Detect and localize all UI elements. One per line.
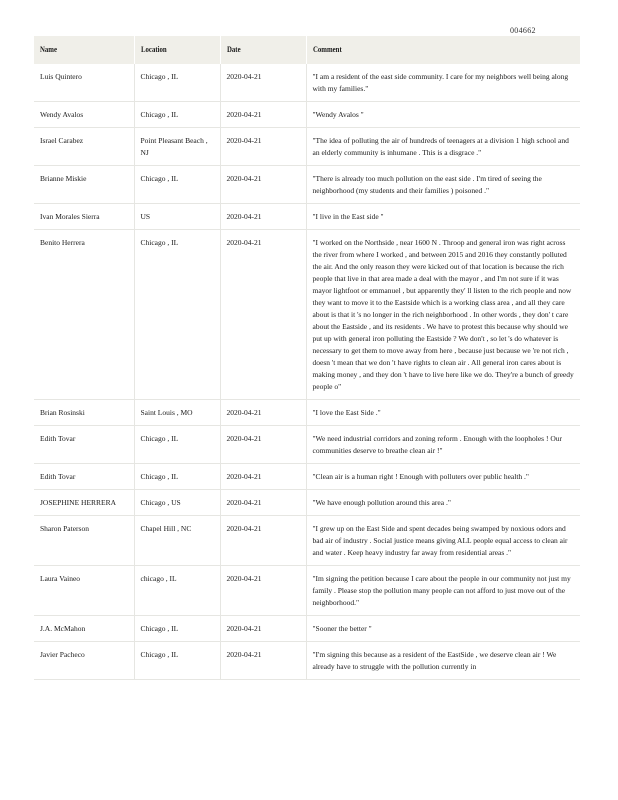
cell-date: 2020-04-21 bbox=[220, 166, 306, 204]
cell-comment: "Wendy Avalos " bbox=[306, 102, 580, 128]
table-row bbox=[34, 230, 580, 400]
cell-location: Saint Louis , MO bbox=[134, 400, 220, 426]
cell-name: JOSEPHINE HERRERA bbox=[34, 490, 134, 516]
cell-date: 2020-04-21 bbox=[220, 516, 306, 566]
cell-comment: "There is already too much pollution on the east side . I'm tired of seeing the neighborhood (my students and their families ) poisoned ." bbox=[306, 166, 580, 204]
cell-comment: "We have enough pollution around this area ." bbox=[306, 490, 580, 516]
header-row bbox=[34, 36, 580, 64]
table-row bbox=[34, 204, 580, 230]
header-comment: Comment bbox=[306, 36, 580, 64]
table-row bbox=[34, 516, 580, 566]
cell-name: Luis Quintero bbox=[34, 64, 134, 102]
page-number: 004662 bbox=[510, 26, 536, 35]
cell-name: Israel Carabez bbox=[34, 128, 134, 166]
cell-comment: "I am a resident of the east side community. I care for my neighbors well being along with my families." bbox=[306, 64, 580, 102]
cell-comment: "The idea of polluting the air of hundreds of teenagers at a division 1 high school and an elderly community is inhumane . This is a disgrace ." bbox=[306, 128, 580, 166]
table-row bbox=[34, 128, 580, 166]
cell-date: 2020-04-21 bbox=[220, 102, 306, 128]
cell-name: Ivan Morales Sierra bbox=[34, 204, 134, 230]
cell-comment: "I worked on the Northside , near 1600 N . Throop and general iron was right across the river from where I worked , and between 2015 and 2016 they constantly polluted the air. And the only reason they were kicked out of that location is because the rich people that live in that area made a deal with the mayor , and I'm not sure if it was mayor lightfoot or emmanuel , but apparently they' ll listen to the rich people and now they want to move it to the Eastside which is a working class area , and all they care about is that it 's no longer in the rich neighborhood . In other words , they don' t care about the Eastside , and its residents . We have to protest this because why should we put up with general iron polluting the Eastside ? We don't , so let 's do whatever is necessary to get them to move away from here , because just because we 're not rich , doesn 't mean that we don 't have rights to clean air . All general iron cares about is making money , and they don 't have to live here like we do. They're a bunch of greedy people o" bbox=[306, 230, 580, 400]
cell-date: 2020-04-21 bbox=[220, 426, 306, 464]
cell-location: Chicago , IL bbox=[134, 616, 220, 642]
cell-date: 2020-04-21 bbox=[220, 64, 306, 102]
cell-comment: "Sooner the better " bbox=[306, 616, 580, 642]
table-row bbox=[34, 426, 580, 464]
table-row bbox=[34, 64, 580, 102]
cell-date: 2020-04-21 bbox=[220, 490, 306, 516]
cell-comment: "Im signing the petition because I care about the people in our community not just my family . Please stop the pollution many people can not afford to just move out of the neighborhood." bbox=[306, 566, 580, 616]
table-row bbox=[34, 616, 580, 642]
cell-location: chicago , IL bbox=[134, 566, 220, 616]
cell-comment: "I live in the East side " bbox=[306, 204, 580, 230]
cell-name: J.A. McMahon bbox=[34, 616, 134, 642]
cell-location: Chicago , US bbox=[134, 490, 220, 516]
cell-date: 2020-04-21 bbox=[220, 642, 306, 680]
cell-date: 2020-04-21 bbox=[220, 464, 306, 490]
cell-date: 2020-04-21 bbox=[220, 400, 306, 426]
cell-location: Chicago , IL bbox=[134, 166, 220, 204]
cell-name: Javier Pacheco bbox=[34, 642, 134, 680]
header-date: Date bbox=[220, 36, 306, 64]
cell-comment: "I grew up on the East Side and spent decades being swamped by noxious odors and bad air of industry . Social justice means giving ALL people equal access to clean air and water . Keep heavy industry far away from residential areas ." bbox=[306, 516, 580, 566]
cell-comment: "I'm signing this because as a resident of the EastSide , we deserve clean air ! We already have to struggle with the pollution currently in bbox=[306, 642, 580, 680]
table-row bbox=[34, 490, 580, 516]
cell-comment: "I love the East Side ." bbox=[306, 400, 580, 426]
table-row bbox=[34, 464, 580, 490]
cell-name: Sharon Paterson bbox=[34, 516, 134, 566]
cell-name: Brian Rosinski bbox=[34, 400, 134, 426]
cell-date: 2020-04-21 bbox=[220, 128, 306, 166]
header-location: Location bbox=[134, 36, 220, 64]
cell-date: 2020-04-21 bbox=[220, 230, 306, 400]
cell-location: Chicago , IL bbox=[134, 64, 220, 102]
cell-comment: "Clean air is a human right ! Enough with polluters over public health ." bbox=[306, 464, 580, 490]
cell-name: Laura Vaineo bbox=[34, 566, 134, 616]
table-row bbox=[34, 566, 580, 616]
cell-name: Wendy Avalos bbox=[34, 102, 134, 128]
cell-location: Chapel Hill , NC bbox=[134, 516, 220, 566]
cell-location: Chicago , IL bbox=[134, 102, 220, 128]
cell-date: 2020-04-21 bbox=[220, 204, 306, 230]
cell-location: Chicago , IL bbox=[134, 426, 220, 464]
cell-comment: "We need industrial corridors and zoning reform . Enough with the loopholes ! Our communities deserve to breathe clean air !" bbox=[306, 426, 580, 464]
cell-location: US bbox=[134, 204, 220, 230]
table-row bbox=[34, 400, 580, 426]
cell-location: Point Pleasant Beach , NJ bbox=[134, 128, 220, 166]
table-row bbox=[34, 102, 580, 128]
table-row bbox=[34, 642, 580, 680]
header-name: Name bbox=[34, 36, 134, 64]
cell-name: Edith Tovar bbox=[34, 426, 134, 464]
cell-name: Benito Herrera bbox=[34, 230, 134, 400]
cell-date: 2020-04-21 bbox=[220, 566, 306, 616]
cell-name: Brianne Miskie bbox=[34, 166, 134, 204]
table-row bbox=[34, 166, 580, 204]
cell-location: Chicago , IL bbox=[134, 642, 220, 680]
cell-location: Chicago , IL bbox=[134, 464, 220, 490]
cell-location: Chicago , IL bbox=[134, 230, 220, 400]
cell-name: Edith Tovar bbox=[34, 464, 134, 490]
signatures-table bbox=[34, 36, 580, 680]
cell-date: 2020-04-21 bbox=[220, 616, 306, 642]
